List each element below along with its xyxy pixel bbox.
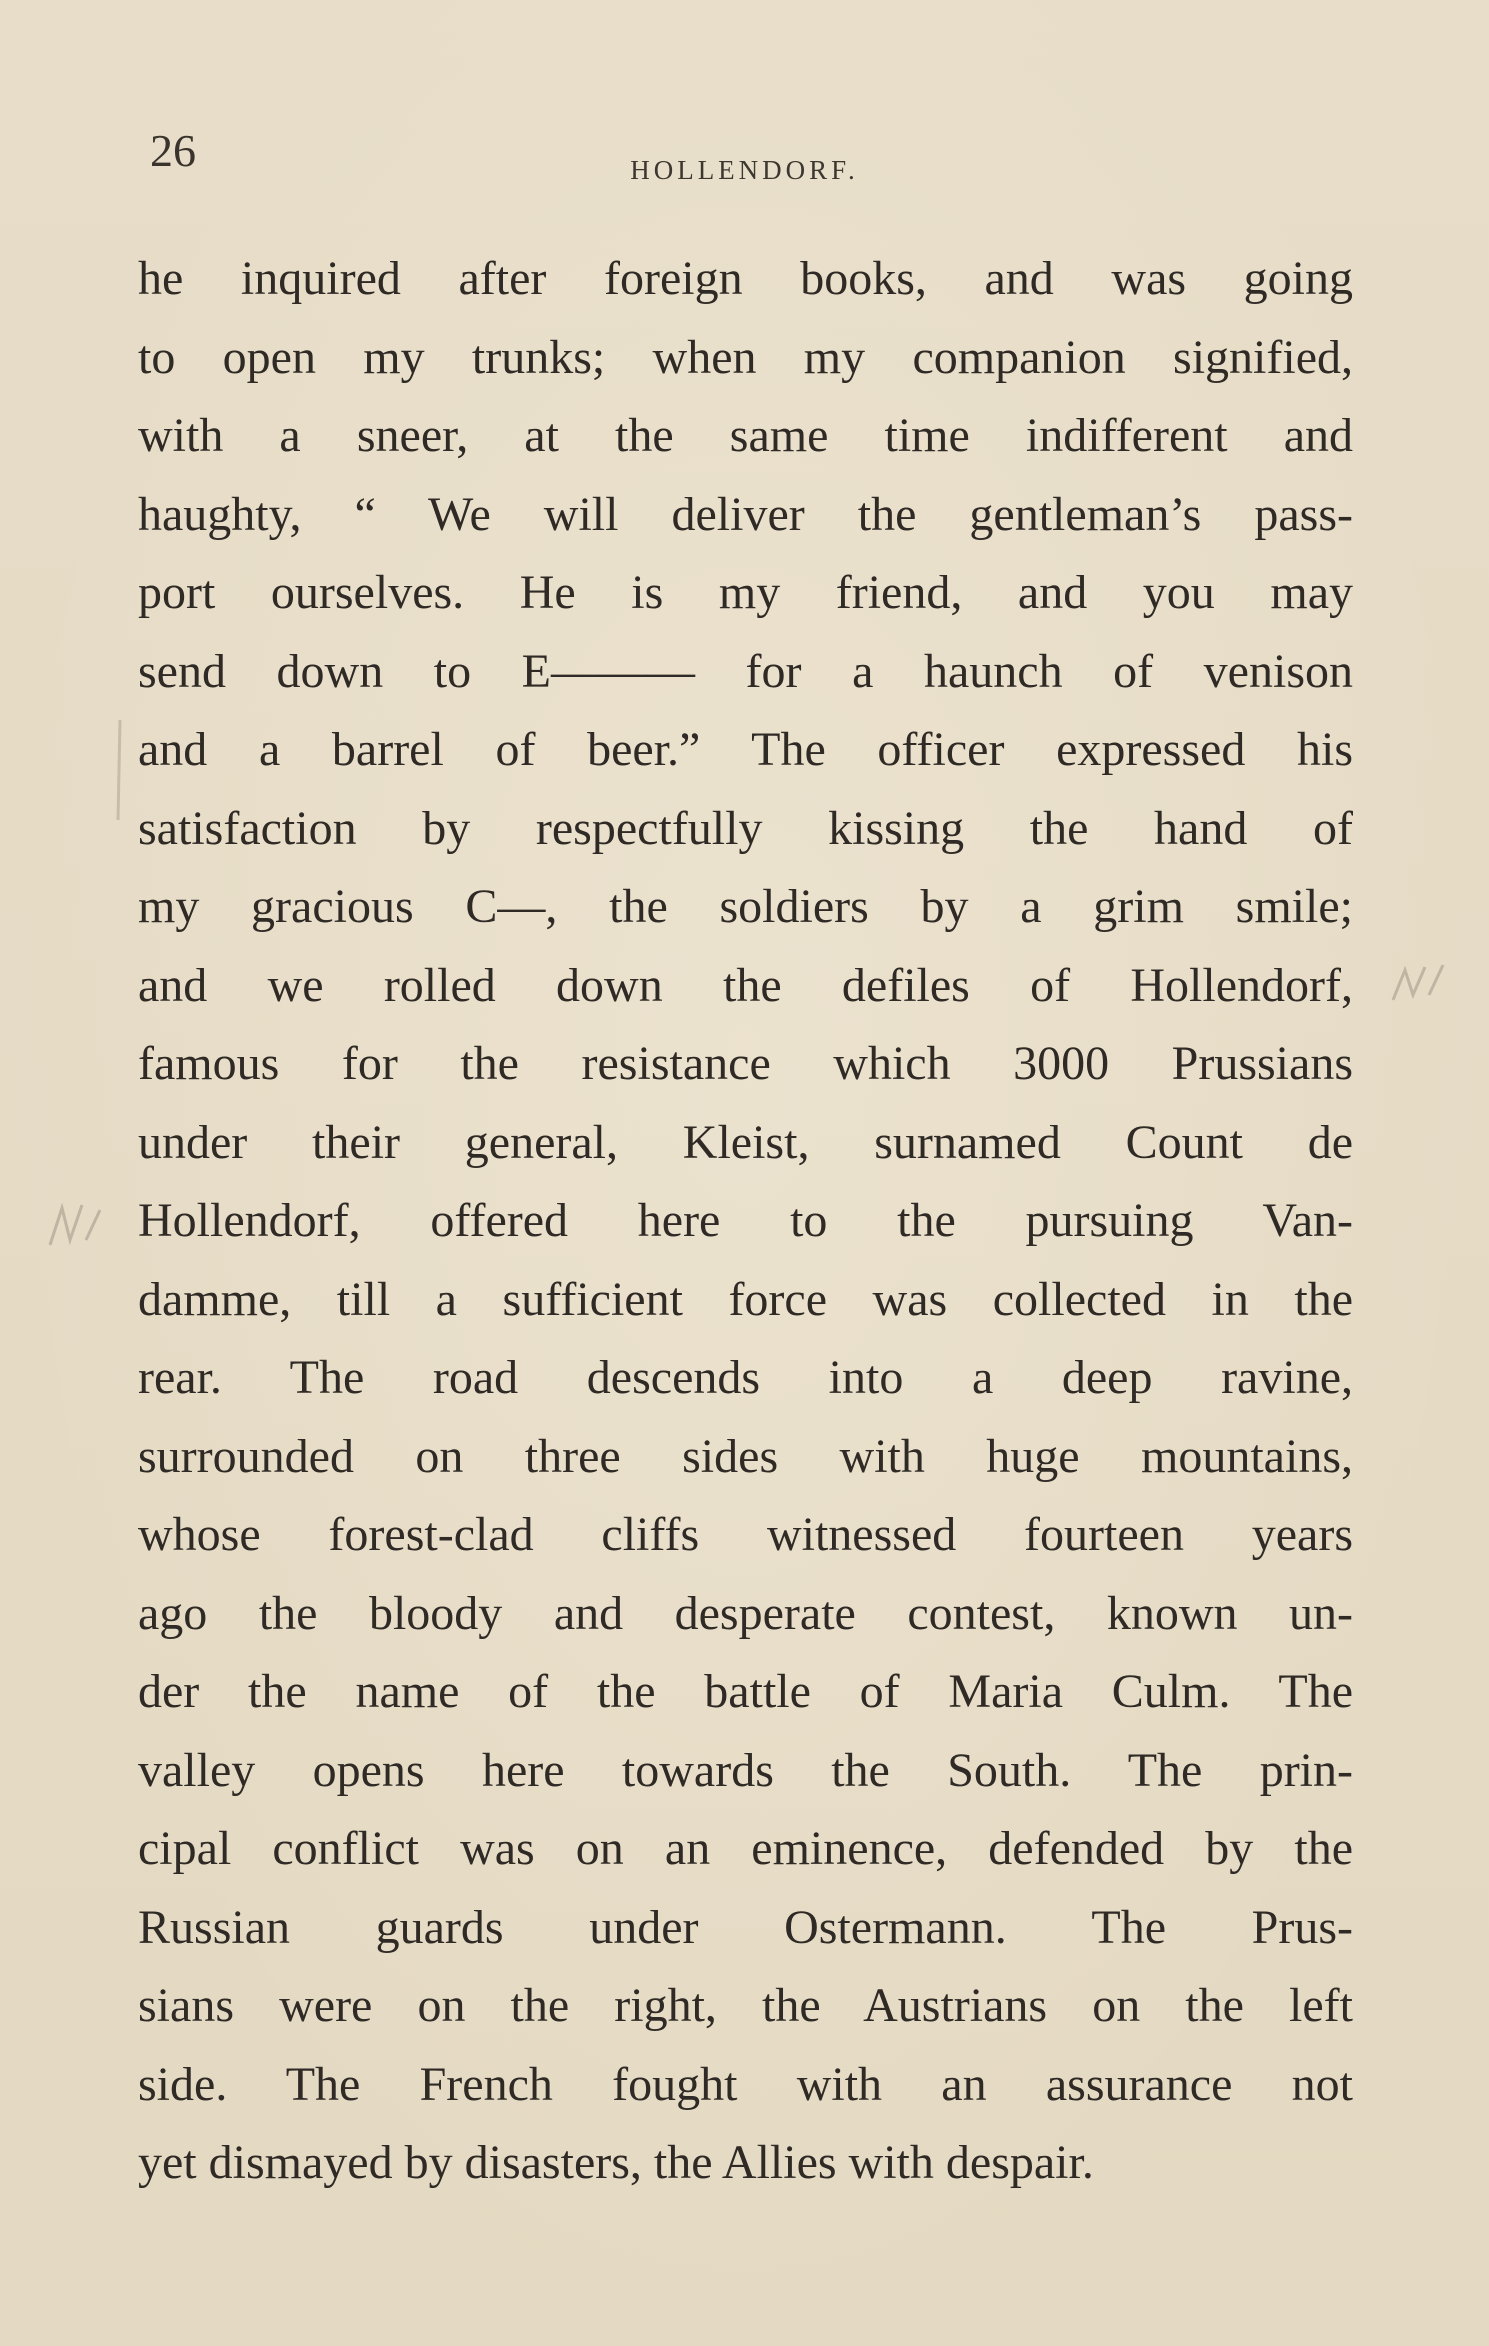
- text-line: famous for the resistance which 3000 Prussians: [138, 1037, 1353, 1090]
- body-text: [138, 240, 1353, 2203]
- text-line: Russian guards under Ostermann. The Prus-: [138, 1900, 1353, 1954]
- text-line: and we rolled down the defiles of Hollendorf,: [138, 958, 1353, 1012]
- text-line: port ourselves. He is my friend, and you may: [138, 566, 1353, 619]
- text-line: haughty, “ We will deliver the gentleman’s pass-: [138, 487, 1353, 541]
- text-line: surrounded on three sides with huge mountains,: [138, 1429, 1353, 1483]
- text-line: send down to E——— for a haunch of venison: [138, 644, 1353, 698]
- running-title: HOLLENDORF.: [630, 155, 859, 185]
- text-line: whose forest-clad cliffs witnessed fourteen years: [138, 1508, 1353, 1561]
- text-line: with a sneer, at the same time indifferent and: [138, 409, 1353, 462]
- pencil-mark-left: [40, 1190, 110, 1260]
- text-line: rear. The road descends into a deep ravine,: [138, 1351, 1353, 1404]
- text-line: damme, till a sufficient force was collected in the: [138, 1272, 1353, 1326]
- text-line: my gracious C—, the soldiers by a grim smile;: [138, 880, 1353, 933]
- text-line: under their general, Kleist, surnamed Count de: [138, 1115, 1353, 1169]
- text-line: and a barrel of beer.” The officer expressed his: [138, 723, 1353, 776]
- text-line: cipal conflict was on an eminence, defended by the: [138, 1822, 1353, 1875]
- text-line: satisfaction by respectfully kissing the hand of: [138, 801, 1353, 855]
- page-number: 26: [150, 125, 196, 176]
- text-line: side. The French fought with an assurance not: [138, 2057, 1353, 2111]
- text-line: to open my trunks; when my companion signified,: [138, 330, 1353, 384]
- text-line: ago the bloody and desperate contest, known un-: [138, 1586, 1353, 1640]
- pencil-mark-right: [1385, 955, 1455, 1015]
- pencil-stroke-left: [110, 715, 130, 825]
- text-line: sians were on the right, the Austrians on the left: [138, 1979, 1353, 2032]
- text-line: der the name of the battle of Maria Culm. The: [138, 1665, 1353, 1718]
- text-line: he inquired after foreign books, and was going: [138, 252, 1353, 305]
- text-line: Hollendorf, offered here to the pursuing Van-: [138, 1194, 1353, 1247]
- text-line: yet dismayed by disasters, the Allies with despair.: [138, 2136, 1094, 2189]
- text-line: valley opens here towards the South. The prin-: [138, 1743, 1353, 1797]
